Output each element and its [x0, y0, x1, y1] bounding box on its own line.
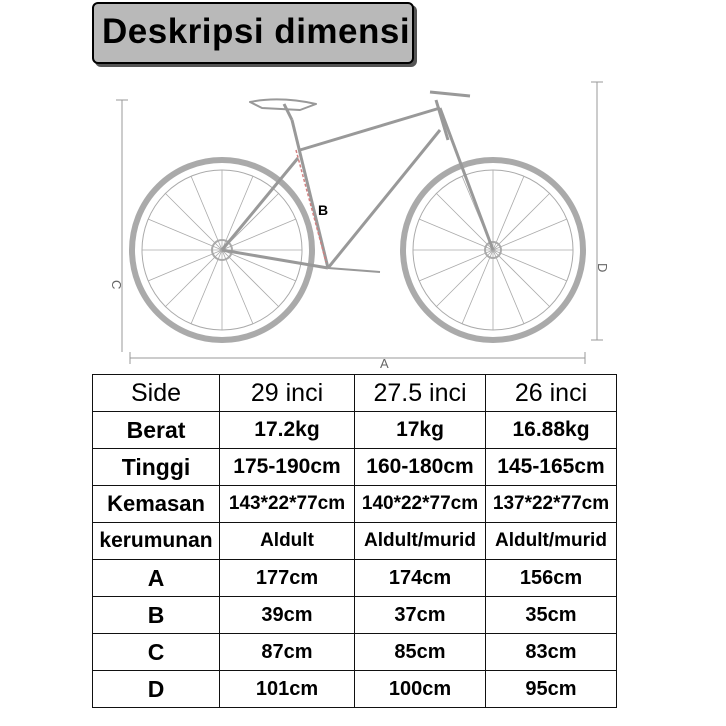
table-row [93, 486, 617, 523]
table-cell: Aldult [220, 523, 355, 560]
table-cell: 156cm [486, 560, 617, 597]
table-row [93, 560, 617, 597]
spec-table [92, 374, 617, 708]
table-cell: Aldult/murid [355, 523, 486, 560]
row-label: Kemasan [93, 486, 220, 523]
table-cell: 95cm [486, 671, 617, 708]
table-cell: 177cm [220, 560, 355, 597]
table-cell: 143*22*77cm [220, 486, 355, 523]
header-cell: 29 inci [220, 375, 355, 412]
label-b: B [318, 202, 329, 218]
row-label: Berat [93, 412, 220, 449]
row-label: D [93, 671, 220, 708]
table-cell: 83cm [486, 634, 617, 671]
table-header-row [93, 375, 617, 412]
page-title: Deskripsi dimensi [102, 12, 411, 51]
table-row [93, 671, 617, 708]
label-c: C [109, 280, 124, 290]
table-cell: 160-180cm [355, 449, 486, 486]
table-row [93, 634, 617, 671]
table-cell: 35cm [486, 597, 617, 634]
row-label: Tinggi [93, 449, 220, 486]
header-cell: Side [93, 375, 220, 412]
table-cell: 101cm [220, 671, 355, 708]
table-cell: 137*22*77cm [486, 486, 617, 523]
row-label: B [93, 597, 220, 634]
row-label: A [93, 560, 220, 597]
table-row [93, 412, 617, 449]
table-cell: 175-190cm [220, 449, 355, 486]
table-row [93, 597, 617, 634]
table-cell: Aldult/murid [486, 523, 617, 560]
label-d: D [595, 263, 610, 273]
table-cell: 17.2kg [220, 412, 355, 449]
table-cell: 140*22*77cm [355, 486, 486, 523]
row-label: C [93, 634, 220, 671]
table-cell: 87cm [220, 634, 355, 671]
label-a: A [380, 356, 389, 370]
bike-dimension-diagram [0, 70, 726, 370]
table-cell: 17kg [355, 412, 486, 449]
table-cell: 39cm [220, 597, 355, 634]
table-cell: 100cm [355, 671, 486, 708]
bike-frame [222, 92, 493, 272]
table-cell: 145-165cm [486, 449, 617, 486]
row-label: kerumunan [93, 523, 220, 560]
table-row [93, 449, 617, 486]
title-banner [92, 2, 414, 64]
header-cell: 27.5 inci [355, 375, 486, 412]
table-cell: 85cm [355, 634, 486, 671]
table-cell: 37cm [355, 597, 486, 634]
header-cell: 26 inci [486, 375, 617, 412]
table-cell: 174cm [355, 560, 486, 597]
table-row [93, 523, 617, 560]
table-cell: 16.88kg [486, 412, 617, 449]
